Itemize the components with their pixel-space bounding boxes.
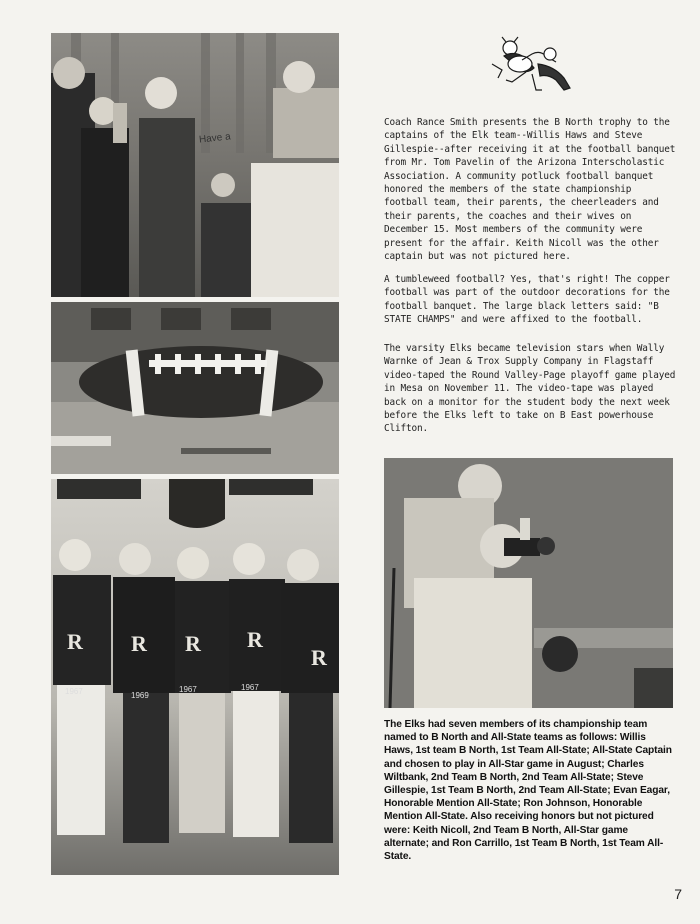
caption-trophy-presentation: Coach Rance Smith presents the B North trophy to the captains of the Elk team--Willis Haws and Steve Gillespie--after receiving it at the football banquet from Mr. Tom Pavelin of the Arizona Interscholastic Association. A community potluck football banquet honored the members of the state championship football team, their parents, the cheerleaders and their parents, the coaches and their wives on December 15. Most members of the community were present for the affair. Keith Nicoll was the other captain but was not pictured here. (384, 117, 676, 263)
jacket-year-3: 1967 (179, 685, 197, 694)
football-mascot-illustration (486, 34, 582, 100)
photo-tumbleweed-football (51, 302, 339, 474)
svg-text:R: R (185, 631, 201, 656)
caption-all-state-honors: The Elks had seven members of its championship team named to B North and All-State teams as follows: Willis Haws, 1st team B North, 1st Team All-State; All-State Captain and chosen to play in All-Star game in August; Charles Wiltbank, 2nd Team B North, 2nd Team All-State; Steve Gillespie, 1st Team B North, 2nd Team All-State; Evan Eagar, Honorable Mention All-State; Ron Johnson, Honorable Mention All-State. Also receiving honors but not pictured were: Keith Nicoll, 2nd Team B North, All-Star game alternate; and Ron Carrillo, 1st Team B North, 1st Team All-State. (384, 719, 672, 863)
jacket-year-1: 1967 (65, 687, 83, 696)
svg-text:R: R (311, 645, 327, 670)
banquet-sign-text: Have a (198, 131, 232, 146)
svg-text:R: R (67, 629, 83, 654)
photo-all-state-players (51, 479, 339, 875)
jacket-year-4: 1967 (241, 683, 259, 692)
svg-text:R: R (247, 627, 263, 652)
caption-television: The varsity Elks became television stars when Wally Warnke of Jean & Trox Supply Company in Flagstaff video-taped the Round Valley-Page playoff game played in Mesa on November 11. The video-tape was played back on a monitor for the student body the next week before the Elks left to take on B East powerhouse Clifton. (384, 343, 676, 435)
page-number: 7 (674, 886, 682, 902)
photo-video-taping (384, 458, 673, 708)
photo-trophy-presentation (51, 33, 339, 297)
caption-tumbleweed-football: A tumbleweed football? Yes, that's right! The copper football was part of the outdoor decorations for the football banquet. The large black letters said: "B STATE CHAMPS" and were affixed to the football. (384, 274, 670, 326)
svg-text:R: R (131, 631, 147, 656)
jacket-year-2: 1969 (131, 691, 149, 700)
